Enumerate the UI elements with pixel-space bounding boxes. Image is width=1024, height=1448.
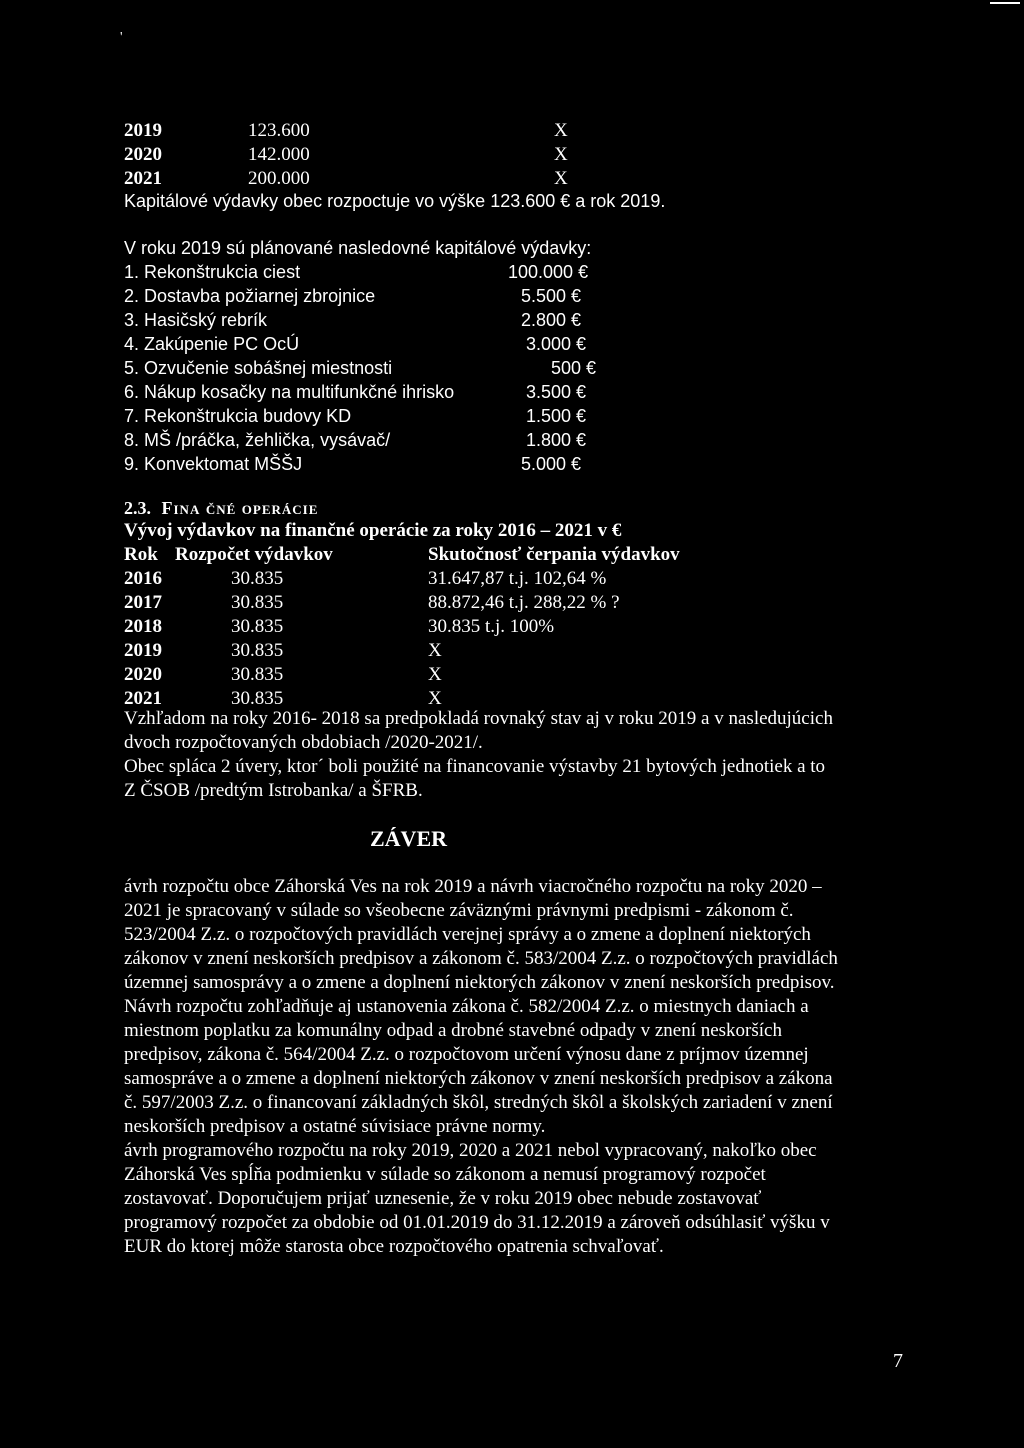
section-number: 2.3. [124,498,151,518]
list-item: 6. Nákup kosačky na multifunkčné ihrisko 3.500 € [124,382,587,402]
revenue-row: 2020 142.000 X [124,144,568,165]
table-header: Rok Rozpočet výdavkov Skutočnosť čerpania výdavkov [124,544,680,565]
section-heading [124,498,318,519]
conclusion-line: neskorších predpisov a ostatné súvisiace právne normy. [124,1116,546,1137]
table-row: 2020 30.835 X [124,664,442,685]
list-item: 3. Hasičský rebrík 2.800 € [124,310,582,330]
conclusion-line: 2021 je spracovaný v súlade so všeobecne záväznými právnymi predpismi - zákonom č. [124,900,794,921]
conclusion-line: zostavovať. Doporučujem prijať uznesenie, že v roku 2019 obec nebude zostavovať [124,1188,762,1209]
conclusion-line: miestnom poplatku za komunálny odpad a drobné stavebné odpady v znení neskorších [124,1020,782,1041]
table-row: 2017 30.835 88.872,46 t.j. 288,22 % ? [124,592,620,613]
list-item: 7. Rekonštrukcia budovy KD 1.500 € [124,406,587,426]
table-row: 2018 30.835 30.835 t.j. 100% [124,616,555,637]
note-line: Vzhľadom na roky 2016- 2018 sa predpokladá rovnaký stav aj v roku 2019 a v nasledujúcich [124,708,833,729]
conclusion-line: ávrh programového rozpočtu na roky 2019, 2020 a 2021 nebol vypracovaný, nakoľko obec [124,1140,817,1161]
table-row: 2021 30.835 X [124,688,442,709]
conclusion-line: predpisov, zákona č. 564/2004 Z.z. o rozpočtovom určení výnosu dane z príjmov územnej [124,1044,809,1065]
note-line: dvoch rozpočtovaných obdobiach /2020-2021/. [124,732,483,753]
list-item: 4. Zakúpenie PC OcÚ 3.000 € [124,334,587,354]
conclusion-title: ZÁVER [370,826,448,851]
page-number: 7 [893,1350,903,1372]
conclusion-line: zákonov v znení neskorších predpisov a zákonom č. 583/2004 Z.z. o rozpočtových pravidlách [124,948,838,969]
scan-mark: ' [120,30,123,45]
table-row: 2016 30.835 31.647,87 t.j. 102,64 % [124,568,607,589]
conclusion-line: územnej samosprávy a o zmene a doplnení niektorých zákonov v znení neskorších predpisov. [124,972,835,993]
list-item: 1. Rekonštrukcia ciest 100.000 € [124,262,589,282]
revenue-row: 2021 200.000 X [124,168,568,189]
corner-mark [990,2,1020,4]
conclusion-line: ávrh rozpočtu obce Záhorská Ves na rok 2019 a návrh viacročného rozpočtu na roky 2020 – [124,876,822,897]
conclusion-line: Záhorská Ves spĺňa podmienku v súlade so zákonom a nemusí programový rozpočet [124,1164,766,1185]
list-item: 9. Konvektomat MŠŠJ 5.000 € [124,454,582,474]
revenue-row: 2019 123.600 X [124,120,568,141]
conclusion-line: Návrh rozpočtu zohľadňuje aj ustanovenia zákona č. 582/2004 Z.z. o miestnych daniach a [124,996,809,1017]
section-title: Fina čné operácie [161,498,319,518]
note-line: Obec spláca 2 úvery, ktor´ boli použité na financovanie výstavby 21 bytových jednotiek a to [124,756,826,777]
conclusion-line: EUR do ktorej môže starosta obce rozpočtového opatrenia schvaľovať. [124,1236,664,1257]
planned-intro: V roku 2019 sú plánované nasledovné kapitálové výdavky: [124,238,592,258]
fin-subtitle: Vývoj výdavkov na finančné operácie za roky 2016 – 2021 v € [124,520,622,541]
conclusion-line: programový rozpočet za obdobie od 01.01.2019 do 31.12.2019 a zároveň odsúhlasiť výšku v [124,1212,830,1233]
list-item: 5. Ozvučenie sobášnej miestnosti 500 € [124,358,597,378]
list-item: 2. Dostavba požiarnej zbrojnice 5.500 € [124,286,582,306]
capital-note: Kapitálové výdavky obec rozpoctuje vo výške 123.600 € a rok 2019. [124,191,666,211]
conclusion-line: 523/2004 Z.z. o rozpočtových pravidlách verejnej správy a o zmene a doplnení niektorých [124,924,811,945]
note-line: Z ČSOB /predtým Istrobanka/ a ŠFRB. [124,780,423,801]
list-item: 8. MŠ /práčka, žehlička, vysávač/ 1.800 € [124,430,587,450]
table-row: 2019 30.835 X [124,640,442,661]
conclusion-line: samospráve a o zmene a doplnení niektorých zákonov v znení neskorších predpisov a zákona [124,1068,833,1089]
conclusion-line: č. 597/2003 Z.z. o financovaní základných škôl, stredných škôl a školských zariadení v znení [124,1092,833,1113]
